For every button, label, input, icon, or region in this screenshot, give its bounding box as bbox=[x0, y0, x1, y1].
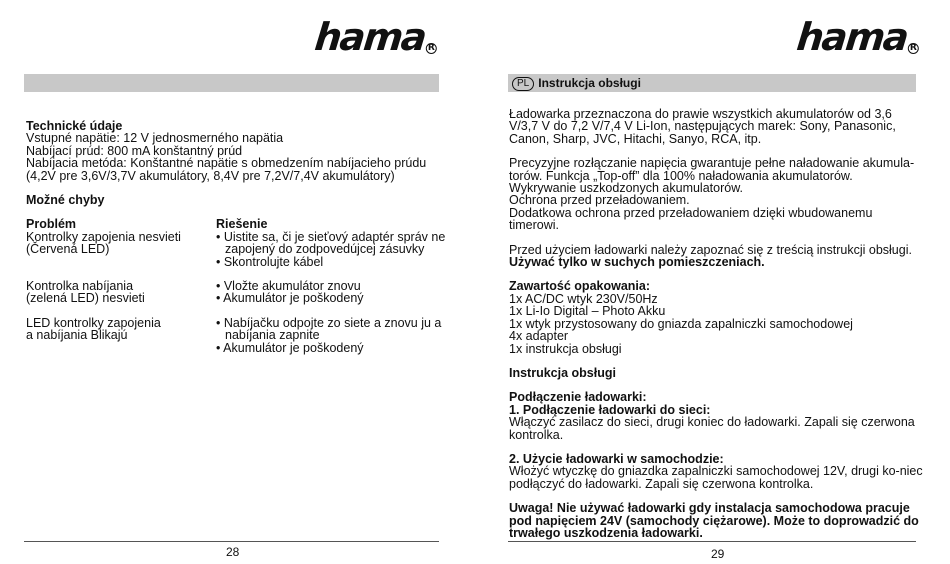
step2-text: Włożyć wtyczkę do gniazdka zapalniczki samochodowej 12V, drugi ko-niec podłączyć do ładowarki. Zapali się czerwona kontrolka. bbox=[509, 464, 923, 491]
step2-title: 2. Użycie ładowarki w samochodzie: bbox=[509, 451, 724, 466]
feature-text: Dodatkowa ochrona przed przeładowaniem dzięki wbudowanemu timerowi. bbox=[509, 205, 873, 233]
footer-rule bbox=[24, 541, 439, 542]
hama-logo: hamaR bbox=[313, 18, 440, 56]
section-header-bar bbox=[508, 74, 916, 92]
read-manual-text: Przed użyciem ładowarki należy zapoznać się z treścią instrukcji obsługi. bbox=[509, 242, 912, 257]
contents-title: Zawartość opakowania: bbox=[509, 279, 651, 294]
solution-item: • Akumulátor je poškodený bbox=[216, 340, 364, 355]
contents-item: 1x wtyk przystosowany do gniazda zapalniczki samochodowej bbox=[509, 316, 853, 331]
contents-item: 4x adapter bbox=[509, 329, 569, 344]
problem-text: Kontrolky zapojenia nesvieti bbox=[26, 229, 181, 244]
registered-mark-icon: R bbox=[908, 43, 919, 54]
section-header-bar bbox=[24, 74, 439, 92]
errors-table-row bbox=[26, 280, 446, 305]
feature-text: Wykrywanie uszkodzonych akumulatorów. bbox=[509, 181, 744, 196]
contents-item: 1x AC/DC wtyk 230V/50Hz bbox=[509, 291, 658, 306]
registered-mark-icon: R bbox=[426, 43, 437, 54]
feature-text: Ochrona przed przeładowaniem. bbox=[509, 193, 690, 208]
dry-only-text: Używać tylko w suchych pomieszczeniach. bbox=[509, 255, 765, 270]
tech-line: Vstupné napätie: 12 V jednosmerného napätia bbox=[26, 131, 284, 146]
solution-item: • Nabíjačku odpojte zo siete a znovu ju a nabíjania zapnite bbox=[216, 315, 442, 343]
errors-table-row bbox=[26, 231, 446, 268]
tech-title: Technické údaje bbox=[26, 119, 123, 133]
errors-title: Možné chyby bbox=[26, 193, 105, 208]
language-badge: PL bbox=[512, 77, 534, 91]
tech-line: Nabíjací prúd: 800 mA konštantný prúd bbox=[26, 143, 243, 158]
section-header-title: Instrukcja obsługi bbox=[538, 76, 641, 90]
tech-line: Nabíjacia metóda: Konštantné napätie s obmedzením nabíjacieho prúdu bbox=[26, 156, 427, 171]
solution-item: • Skontrolujte kábel bbox=[216, 254, 324, 269]
feature-text: Precyzyjne rozłączanie napięcia gwarantuje pełne naładowanie akumula-torów. Funkcja „Top-off” dla 100% naładowania akumulatorów. bbox=[509, 156, 915, 183]
step1-title: 1. Podłączenie ładowarki do sieci: bbox=[509, 402, 711, 417]
hama-logo: hamaR bbox=[795, 18, 922, 56]
instructions-title: Instrukcja obsługi bbox=[509, 365, 616, 380]
solution-item: • Akumulátor je poškodený bbox=[216, 291, 364, 306]
problem-text: Kontrolka nabíjania bbox=[26, 279, 134, 294]
contents-item: 1x Li-Io Digital – Photo Akku bbox=[509, 304, 666, 319]
errors-table-row bbox=[26, 317, 446, 354]
right-content bbox=[509, 108, 924, 539]
problem-text: a nabíjania Blikajú bbox=[26, 328, 128, 343]
problem-text: LED kontrolky zapojenia bbox=[26, 315, 161, 330]
intro-text: Ładowarka przeznaczona do prawie wszystkich akumulatorów od 3,6 V/3,7 V do 7,2 V/7,4 V Li-Ion, następujących marek: Sony, Panasonic, Canon, Sharp, JVC, Hitachi, Sanyo, RCA, itp. bbox=[509, 107, 896, 146]
solution-item: • Uistite sa, či je sieťový adaptér správ ne zapojený do zodpovedújcej zásuvky bbox=[216, 229, 446, 257]
errors-table-header bbox=[26, 218, 446, 230]
connect-title: Podłączenie ładowarki: bbox=[509, 390, 647, 405]
problem-text: (zelená LED) nesvieti bbox=[26, 291, 145, 306]
problem-col-header: Problém bbox=[26, 217, 77, 232]
page-number: 28 bbox=[226, 545, 240, 559]
problem-text: (Červená LED) bbox=[26, 242, 110, 257]
solution-col-header: Riešenie bbox=[216, 217, 268, 232]
tech-line: (4,2V pre 3,6V/3,7V akumulátory, 8,4V pre 7,2V/7,4V akumulátory) bbox=[26, 168, 395, 183]
solution-item: • Vložte akumulátor znovu bbox=[216, 279, 361, 294]
page-number: 29 bbox=[711, 547, 725, 561]
warning-text: Uwaga! Nie używać ładowarki gdy instalacja samochodowa pracuje pod napięciem 24V (samochody ciężarowe). Może to doprowadzić do trwałego uszkodzenia ładowarki. bbox=[509, 501, 919, 540]
right-page bbox=[475, 0, 950, 564]
contents-item: 1x instrukcja obsługi bbox=[509, 341, 622, 356]
footer-rule bbox=[508, 541, 916, 542]
step1-text: Włączyć zasilacz do sieci, drugi koniec do ładowarki. Zapali się czerwona kontrolka. bbox=[509, 415, 915, 442]
left-content bbox=[26, 120, 446, 354]
